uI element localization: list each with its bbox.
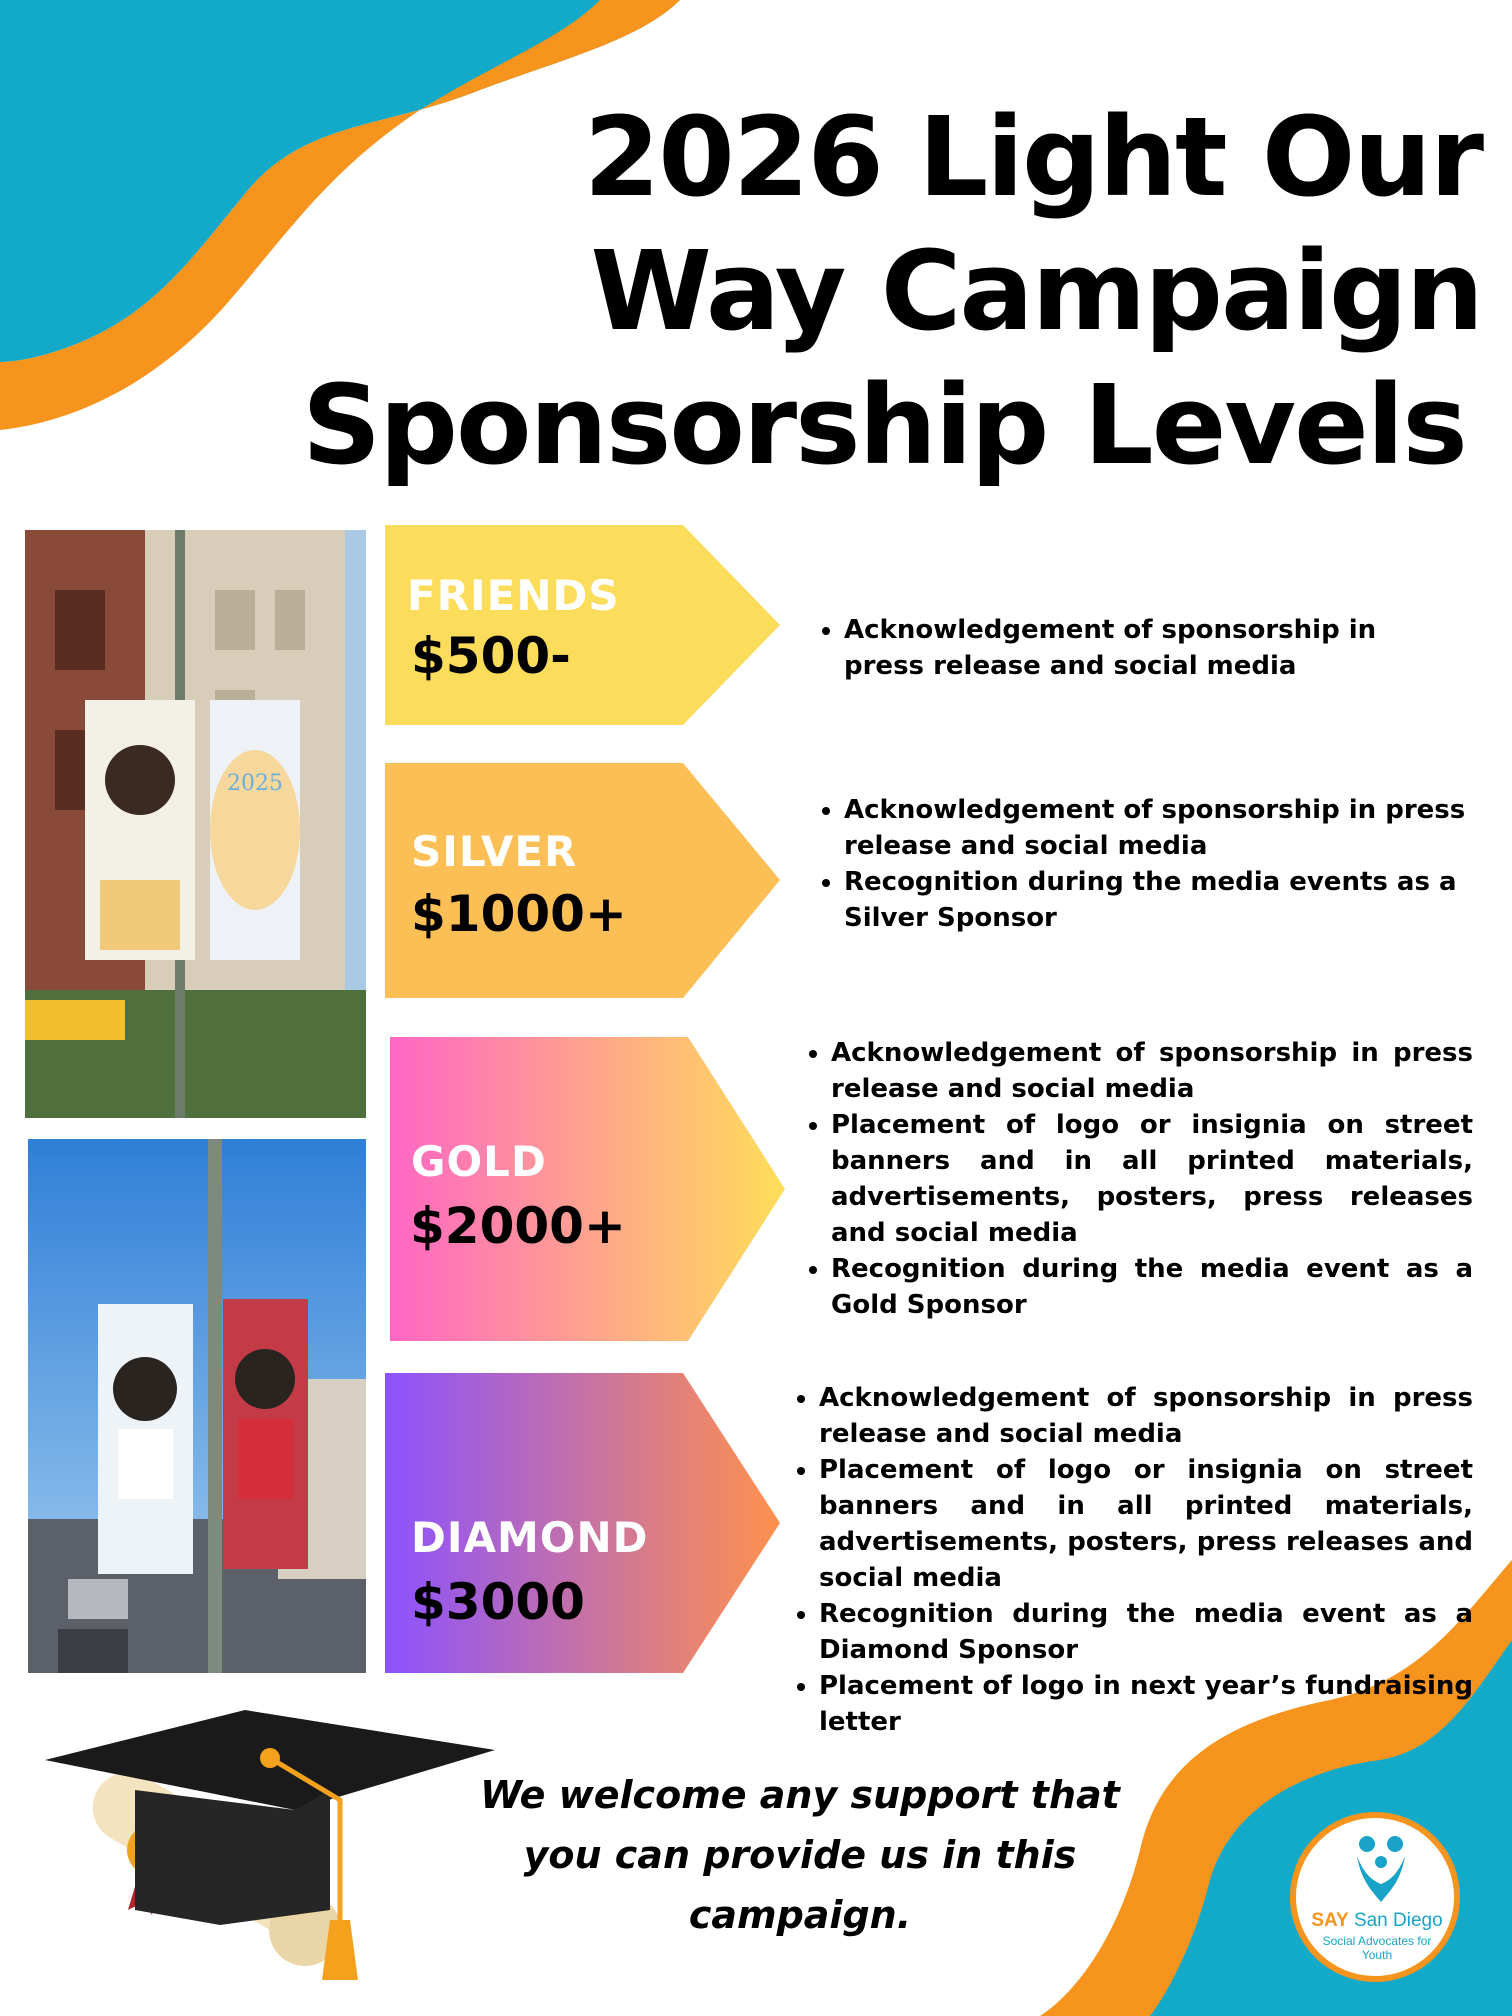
diamond-benefit-3: Recognition during the media event as a Diamond Sponsor xyxy=(793,1596,1473,1668)
friends-benefit-1: Acknowledgement of sponsorship in press release and social media xyxy=(818,612,1458,684)
gold-benefit-2: Placement of logo or insignia on street banners and in all printed materials, advertisements, posters, press releases and social media xyxy=(805,1107,1473,1251)
family-icon xyxy=(1351,1832,1411,1906)
gold-benefit-3: Recognition during the media event as a Gold Sponsor xyxy=(805,1251,1473,1323)
say-san-diego-logo xyxy=(1290,1812,1460,1982)
diamond-benefit-2: Placement of logo or insignia on street banners and in all printed materials, advertisements, posters, press releases and social media xyxy=(793,1452,1473,1596)
gold-benefits-list xyxy=(805,1035,1473,1323)
level-diamond xyxy=(385,1373,780,1673)
friends-benefits-list xyxy=(818,612,1458,684)
gold-arrow-shape xyxy=(390,1037,785,1341)
diamond-benefit-1: Acknowledgement of sponsorship in press release and social media xyxy=(793,1380,1473,1452)
gold-benefit-1: Acknowledgement of sponsorship in press release and social media xyxy=(805,1035,1473,1107)
diamond-benefit-4: Placement of logo in next year’s fundraising letter xyxy=(793,1668,1473,1740)
photo1-banner-year: 2025 xyxy=(227,771,283,796)
gold-level-name: GOLD xyxy=(411,1137,547,1186)
title-line-3: Sponsorship Levels xyxy=(302,361,1466,489)
friends-arrow-shape xyxy=(385,525,780,725)
silver-benefit-1: Acknowledgement of sponsorship in press release and social media xyxy=(818,792,1488,864)
banner-photo-1 xyxy=(25,530,366,1118)
silver-benefit-2: Recognition during the media events as a Silver Sponsor xyxy=(818,864,1488,936)
logo-say-text: SAY xyxy=(1311,1910,1349,1931)
diamond-level-amount: $3000 xyxy=(411,1573,585,1631)
silver-arrow-shape xyxy=(385,763,780,998)
level-friends xyxy=(385,525,780,725)
page-title xyxy=(182,90,1482,492)
level-gold xyxy=(390,1037,785,1341)
silver-level-name: SILVER xyxy=(411,827,578,876)
banner-photo-2 xyxy=(28,1139,366,1673)
silver-benefits-list xyxy=(818,792,1488,936)
gold-level-amount: $2000+ xyxy=(410,1197,626,1255)
diamond-benefits-list xyxy=(793,1380,1473,1740)
level-silver xyxy=(385,763,780,998)
title-line-1: 2026 Light Our xyxy=(583,93,1482,221)
friends-level-name: FRIENDS xyxy=(407,571,620,620)
logo-tagline: Social Advocates for Youth xyxy=(1322,1934,1432,1962)
graduation-cap-icon xyxy=(40,1710,500,2000)
welcome-message: We welcome any support that you can provide us in this campaign. xyxy=(480,1773,1120,1937)
title-line-2: Way Campaign xyxy=(590,227,1482,355)
friends-level-amount: $500- xyxy=(411,627,571,685)
silver-level-amount: $1000+ xyxy=(411,885,627,943)
diamond-level-name: DIAMOND xyxy=(411,1513,649,1562)
logo-city-text: San Diego xyxy=(1353,1910,1443,1931)
logo-name xyxy=(1302,1910,1452,1932)
